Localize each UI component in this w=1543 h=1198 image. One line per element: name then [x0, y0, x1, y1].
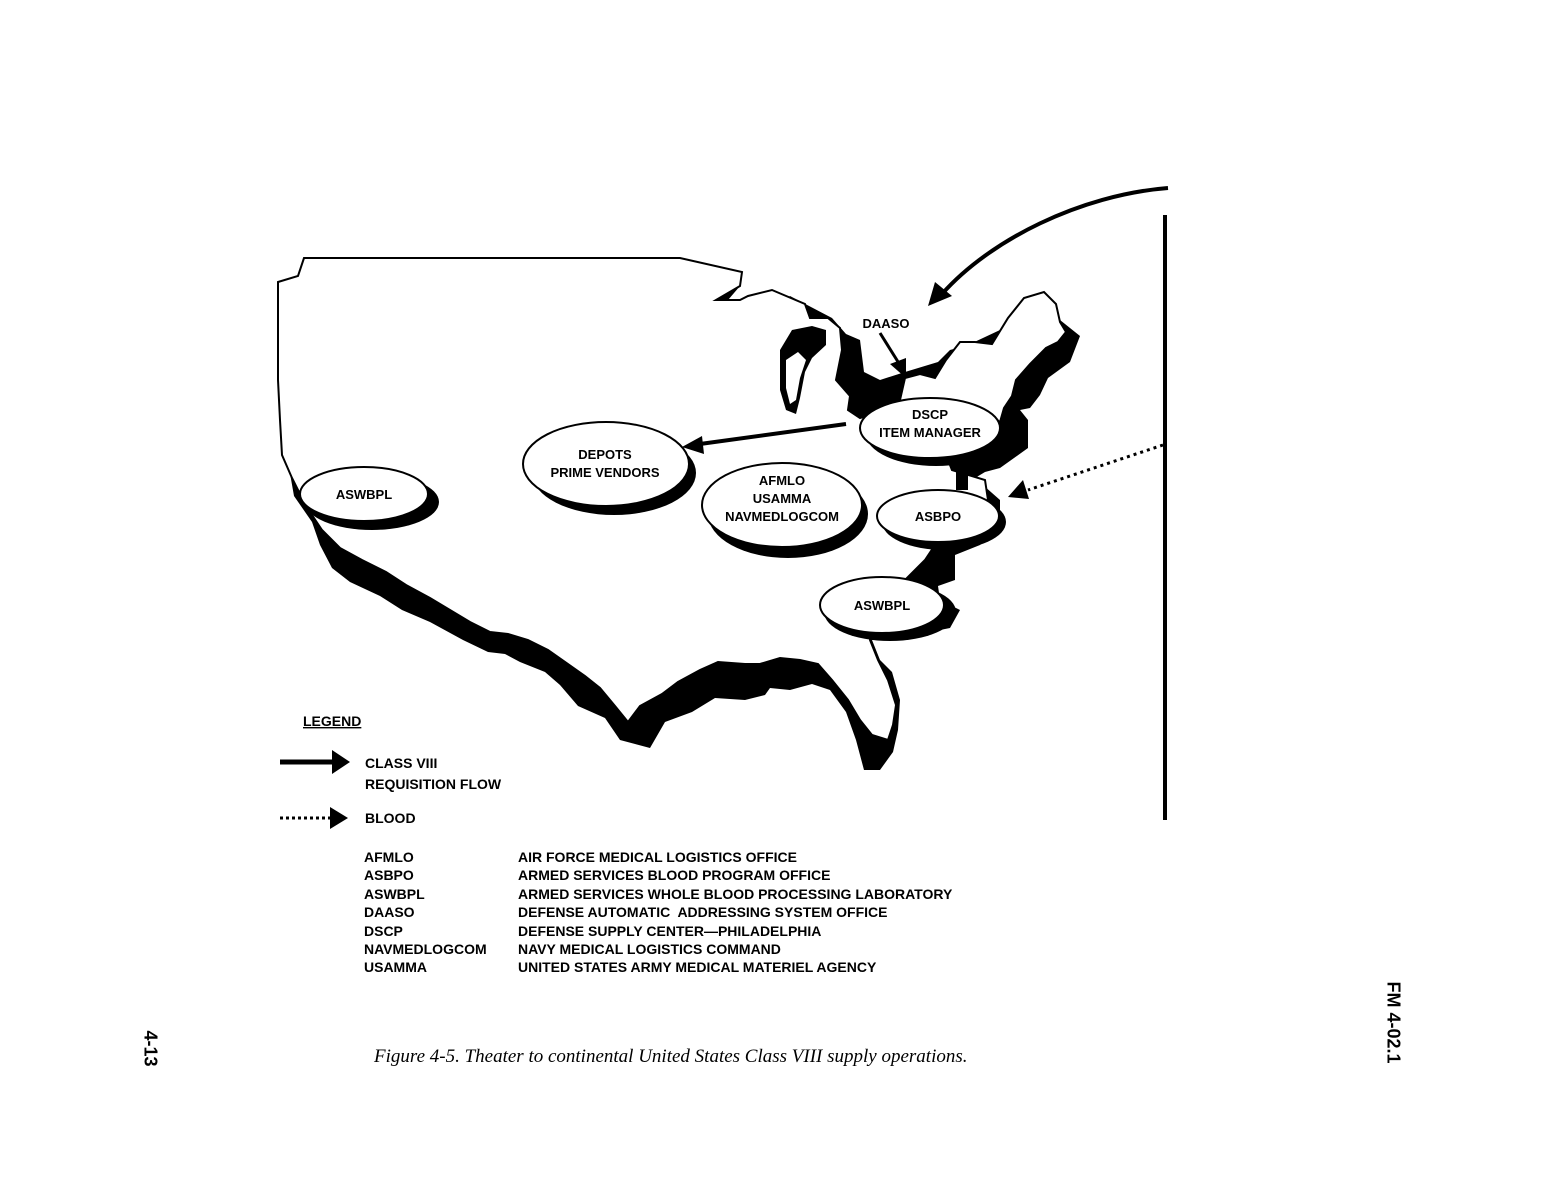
requisition-arrow-into-daaso [942, 188, 1168, 294]
legend-class8-label-line1: CLASS VIII [365, 755, 438, 771]
prime-vendors-label: PRIME VENDORS [550, 465, 660, 480]
page-number: 4-13 [140, 1030, 161, 1067]
abbr-navmedlogcom-meaning: NAVY MEDICAL LOGISTICS COMMAND [518, 941, 781, 957]
abbr-navmedlogcom: NAVMEDLOGCOM [364, 941, 487, 957]
abbr-afmlo: AFMLO [364, 849, 414, 865]
legend-dotted-arrow-head [330, 807, 348, 829]
legend-class8-label-line2: REQUISITION FLOW [365, 776, 502, 792]
theater-boundary-line [1163, 215, 1167, 820]
abbr-dscp: DSCP [364, 922, 403, 939]
navmedlogcom-label: NAVMEDLOGCOM [725, 509, 839, 524]
abbr-dscp-meaning: DEFENSE SUPPLY CENTER—PHILADELPHIA [518, 922, 822, 939]
manual-identifier: FM 4-02.1 [1383, 981, 1404, 1064]
legend-solid-arrow-head [332, 750, 350, 774]
usamma-label: USAMMA [752, 491, 812, 506]
blood-flow-arrow-head [1008, 480, 1029, 499]
abbr-daaso-meaning: DEFENSE AUTOMATIC ADDRESSING SYSTEM OFFICE [518, 904, 888, 921]
daaso-to-dscp-arrow [880, 333, 900, 365]
blood-flow-arrow [1028, 445, 1163, 490]
daaso-label: DAASO [862, 316, 910, 331]
dscp-label: DSCP [911, 407, 949, 422]
aswbpl-east-label: ASWBPL [853, 598, 911, 613]
depots-label: DEPOTS [578, 447, 632, 462]
abbr-afmlo-meaning: AIR FORCE MEDICAL LOGISTICS OFFICE [518, 849, 797, 865]
abbr-asbpo-meaning: ARMED SERVICES BLOOD PROGRAM OFFICE [518, 867, 831, 884]
abbr-asbpo: ASBPO [364, 867, 414, 884]
afmlo-label: AFMLO [758, 473, 806, 488]
asbpo-label: ASBPO [914, 509, 962, 524]
abbr-aswbpl: ASWBPL [364, 885, 425, 902]
abbr-aswbpl-meaning: ARMED SERVICES WHOLE BLOOD PROCESSING LABORATORY [518, 885, 953, 902]
abbr-usamma: USAMMA [364, 959, 427, 976]
abbr-usamma-meaning: UNITED STATES ARMY MEDICAL MATERIEL AGENCY [518, 959, 877, 976]
legend-title: LEGEND [303, 713, 362, 729]
abbr-daaso: DAASO [364, 904, 415, 921]
legend-blood-label: BLOOD [365, 810, 416, 826]
item-manager-label: ITEM MANAGER [879, 425, 981, 440]
aswbpl-west-label: ASWBPL [335, 487, 393, 502]
figure-caption: Figure 4-5. Theater to continental United States Class VIII supply operations. [374, 1046, 968, 1067]
